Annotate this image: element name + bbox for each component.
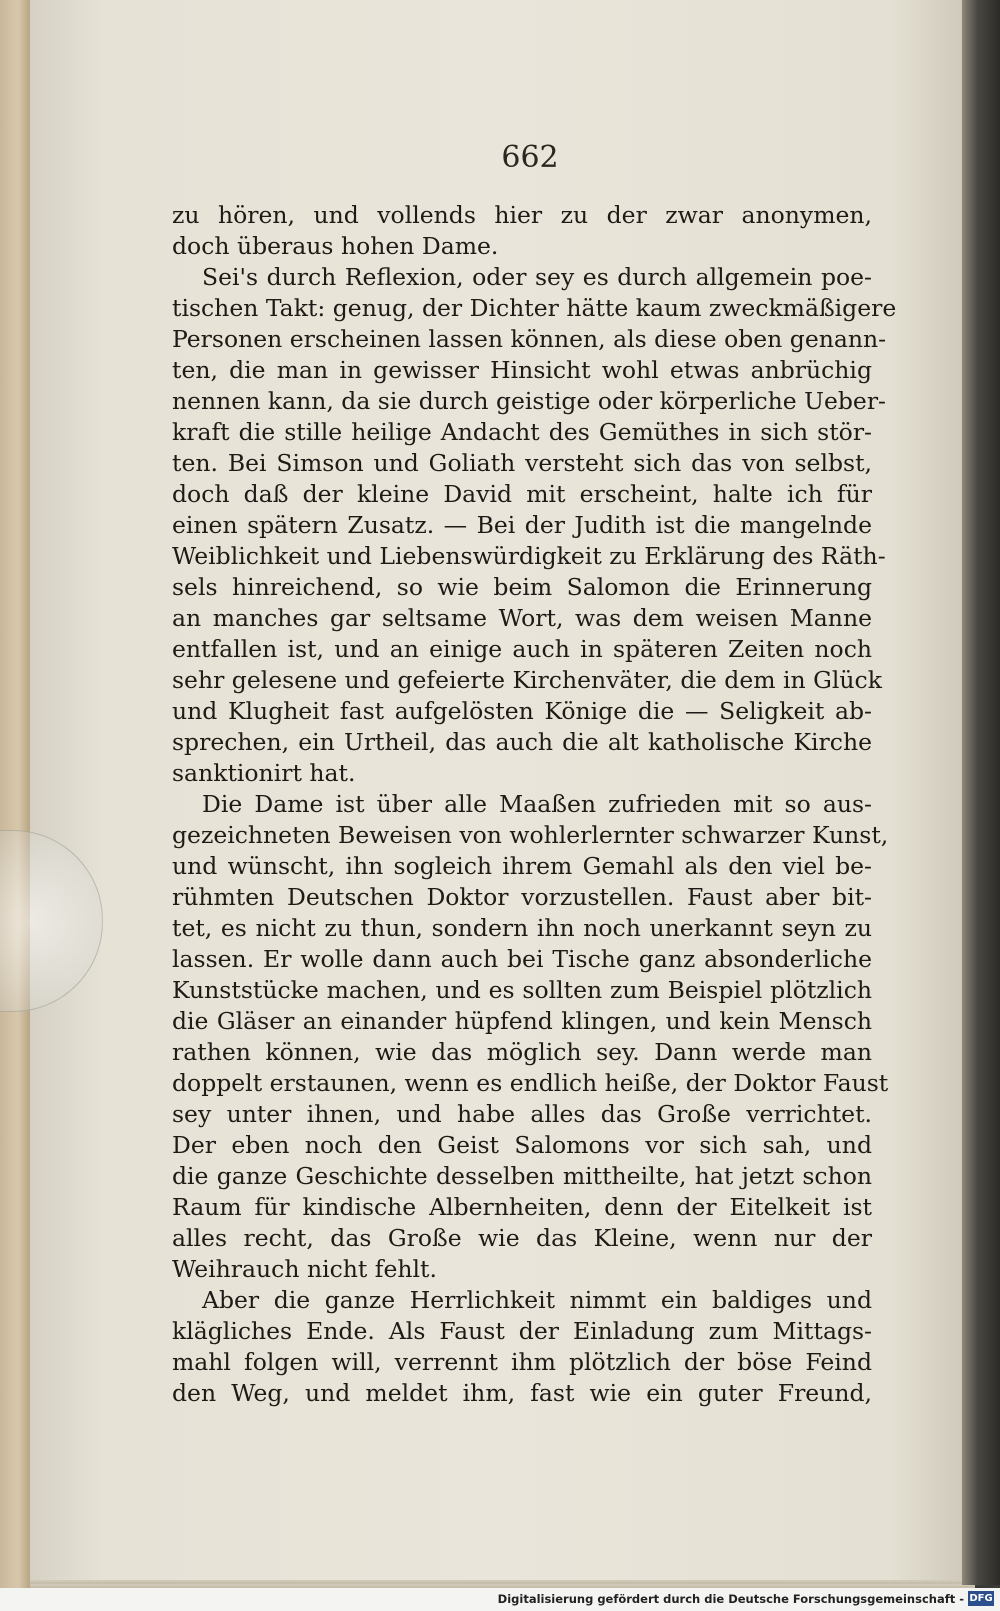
body-text bbox=[172, 200, 897, 1409]
text-line: ten, die man in gewisser Hinsicht wohl etwas anbrüchig bbox=[172, 356, 872, 384]
text-line: Weihrauch nicht fehlt. bbox=[172, 1255, 437, 1283]
text-line: nennen kann, da sie durch geistige oder körperliche Ueber- bbox=[172, 387, 886, 415]
text-line: Die Dame ist über alle Maaßen zufrieden mit so aus- bbox=[202, 790, 872, 818]
text-line: klägliches Ende. Als Faust der Einladung zum Mittags- bbox=[172, 1317, 872, 1345]
text-line: ten. Bei Simson und Goliath versteht sich das von selbst, bbox=[172, 449, 872, 477]
footer-credit: Digitalisierung gefördert durch die Deutsche Forschungsgemeinschaft - bbox=[497, 1592, 964, 1606]
text-line: sanktionirt hat. bbox=[172, 759, 356, 787]
text-line: Personen erscheinen lassen können, als diese oben genann- bbox=[172, 325, 887, 353]
page-number: 662 bbox=[501, 140, 559, 175]
text-line: und wünscht, ihn sogleich ihrem Gemahl als den viel be- bbox=[172, 852, 872, 880]
text-line: den Weg, und meldet ihm, fast wie ein guter Freund, bbox=[172, 1379, 872, 1407]
text-line: kraft die stille heilige Andacht des Gemüthes in sich stör- bbox=[172, 418, 872, 446]
dfg-logo[interactable]: DFG bbox=[969, 1593, 993, 1604]
text-line: Weiblichkeit und Liebenswürdigkeit zu Erklärung des Räth- bbox=[172, 542, 886, 570]
text-line: tet, es nicht zu thun, sondern ihn noch unerkannt seyn zu bbox=[172, 914, 872, 942]
text-line: sprechen, ein Urtheil, das auch die alt katholische Kirche bbox=[172, 728, 872, 756]
text-line: sels hinreichend, so wie beim Salomon die Erinnerung bbox=[172, 573, 872, 601]
footer-bar bbox=[0, 1588, 1000, 1611]
text-line: und Klugheit fast aufgelösten Könige die — Seligkeit ab- bbox=[172, 697, 872, 725]
text-line: tischen Takt: genug, der Dichter hätte kaum zweckmäßigere bbox=[172, 294, 897, 322]
text-line: einen spätern Zusatz. — Bei der Judith ist die mangelnde bbox=[172, 511, 872, 539]
text-line: doppelt erstaunen, wenn es endlich heiße, der Doktor Faust bbox=[172, 1069, 889, 1097]
text-line: alles recht, das Große wie das Kleine, wenn nur der bbox=[172, 1224, 872, 1252]
text-line: rathen können, wie das möglich sey. Dann werde man bbox=[172, 1038, 872, 1066]
text-line: Der eben noch den Geist Salomons vor sich sah, und bbox=[172, 1131, 872, 1159]
text-line: zu hören, und vollends hier zu der zwar anonymen, bbox=[172, 201, 872, 229]
text-line: mahl folgen will, verrennt ihm plötzlich der böse Feind bbox=[172, 1348, 872, 1376]
book-spine-shadow bbox=[962, 0, 1000, 1585]
text-line: die Gläser an einander hüpfend klingen, und kein Mensch bbox=[172, 1007, 872, 1035]
text-line: doch daß der kleine David mit erscheint, halte ich für bbox=[172, 480, 872, 508]
text-line: rühmten Deutschen Doktor vorzustellen. Faust aber bit- bbox=[172, 883, 872, 911]
text-line: Sei's durch Reflexion, oder sey es durch allgemein poe- bbox=[202, 263, 872, 291]
text-line: an manches gar seltsame Wort, was dem weisen Manne bbox=[172, 604, 872, 632]
text-line: doch überaus hohen Dame. bbox=[172, 232, 499, 260]
text-line: Kunststücke machen, und es sollten zum Beispiel plötzlich bbox=[172, 976, 872, 1004]
text-line: entfallen ist, und an einige auch in späteren Zeiten noch bbox=[172, 635, 872, 663]
text-line: Raum für kindische Albernheiten, denn der Eitelkeit ist bbox=[172, 1193, 872, 1221]
book-cover-edge bbox=[0, 0, 30, 1611]
text-line: Aber die ganze Herrlichkeit nimmt ein baldiges und bbox=[202, 1286, 872, 1314]
text-line: sey unter ihnen, und habe alles das Große verrichtet. bbox=[172, 1100, 872, 1128]
text-line: die ganze Geschichte desselben mittheilte, hat jetzt schon bbox=[172, 1162, 872, 1190]
text-line: lassen. Er wolle dann auch bei Tische ganz absonderliche bbox=[172, 945, 872, 973]
text-line: sehr gelesene und gefeierte Kirchenväter, die dem in Glück bbox=[172, 666, 882, 694]
text-line: gezeichneten Beweisen von wohlerlernter schwarzer Kunst, bbox=[172, 821, 889, 849]
